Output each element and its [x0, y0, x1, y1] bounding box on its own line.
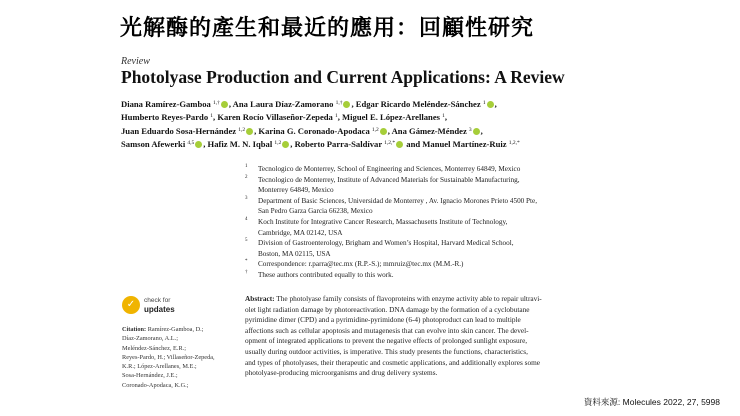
citation-line — [122, 371, 242, 380]
affiliation-text: Division of Gastroenterology, Brigham and Women’s Hospital, Harvard Medical School, — [258, 239, 514, 248]
affiliation-item — [245, 259, 645, 270]
affiliation-marker: 4,5 — [187, 140, 195, 147]
citation-text: Ramírez-Gamboa, D.; — [146, 326, 204, 333]
citation-text: Meléndez-Sánchez, E.R.; — [122, 344, 186, 352]
abstract-line — [245, 305, 641, 316]
citation-text: Díaz-Zamorano, A.L.; — [122, 335, 178, 343]
affiliation-marker: 1,2,* — [384, 140, 396, 147]
affiliation-item — [245, 238, 645, 259]
author-name: , Ana Gámez-Méndez — [387, 125, 469, 136]
abstract-line — [245, 358, 641, 369]
source-note: 資料來源: Molecules 2022, 27, 5998 — [583, 397, 720, 407]
citation-line — [122, 325, 242, 334]
author-name: and Manuel Martínez-Ruiz — [404, 139, 509, 150]
abstract-text: pyrimidine dimer (CPD) and a pyrimidine-pyrimidone (6-4) photoproduct can lead to multiple — [245, 315, 521, 325]
affiliation-number: † — [245, 269, 248, 275]
orcid-icon[interactable] — [195, 141, 202, 148]
author-name: , Karina G. Coronado-Apodaca — [254, 125, 372, 136]
abstract-text: opment of integrated applications to prevent the negative effects of prolonged sunlight exposure, — [245, 336, 528, 346]
citation-text: Coronado-Apodaca, K.G.; — [122, 381, 189, 389]
affiliation-marker: 1,2,* — [508, 140, 520, 147]
author-name: , Roberto Parra-Saldívar — [290, 139, 385, 150]
author-list — [121, 97, 641, 151]
author-name: Diana Ramírez-Gamboa — [121, 99, 213, 109]
abstract-label: Abstract: — [245, 294, 275, 303]
paper-title: Photolyase Production and Current Applications: A Review — [121, 67, 565, 87]
affiliation-text: Department of Basic Sciences, Universidad de Monterrey , Av. Ignacio Morones Prieto 4500 Pte, — [258, 196, 538, 205]
affiliation-marker: 1 — [335, 113, 338, 120]
affiliation-marker: 1 — [482, 100, 486, 106]
citation-block — [122, 325, 242, 390]
affiliation-number: 4 — [245, 216, 248, 222]
affiliation-text: Cambridge, MA 02142, USA — [258, 228, 343, 237]
author-name: , Miguel E. López-Arellanes — [337, 112, 443, 123]
orcid-icon[interactable] — [343, 101, 350, 108]
affiliation-marker: 1,2 — [274, 140, 282, 147]
author-name: , — [494, 99, 497, 109]
article-type-label: Review — [121, 56, 150, 67]
affiliation-text: Koch Institute for Integrative Cancer Research, Massachusetts Institute of Technology, — [258, 217, 508, 226]
citation-text: Reyes-Pardo, H.; Villaseñor-Zepeda, — [122, 353, 215, 361]
affiliation-marker: 1,2 — [238, 126, 246, 133]
check-updates-icon: ✓ — [122, 296, 140, 314]
author-name: , Karen Rocío Villaseñor-Zepeda — [213, 112, 335, 123]
citation-text: K.R.; López-Arellanes, M.E.; — [122, 363, 197, 371]
author-name: , Ana Laura Díaz-Zamorano — [228, 99, 336, 109]
affiliation-list — [245, 164, 645, 281]
author-line — [121, 97, 641, 110]
abstract-text: usually during outdoor activities, is imperative. This study presents the functions, characteristics, — [245, 346, 528, 356]
affiliation-text: Monterrey 64849, Mexico — [258, 186, 334, 195]
abstract-line — [245, 368, 641, 379]
orcid-icon[interactable] — [380, 128, 387, 135]
orcid-icon[interactable] — [396, 141, 403, 148]
affiliation-text: San Pedro Garza Garcia 66238, Mexico — [258, 207, 373, 216]
abstract-text: and types of photolyases, their therapeutic and cosmetic applications, and additionally explores some — [245, 357, 541, 367]
abstract-text: photolyase-producing microorganisms and drug delivery systems. — [245, 368, 438, 378]
affiliation-marker: 1 — [210, 113, 214, 120]
affiliation-item — [245, 270, 645, 281]
affiliation-text: Tecnologico de Monterrey, Institute of Advanced Materials for Sustainable Manufacturing, — [258, 175, 520, 184]
abstract-line — [245, 347, 641, 358]
abstract-line — [245, 294, 641, 305]
affiliation-marker: 1,† — [335, 100, 343, 106]
abstract-line — [245, 315, 641, 326]
affiliation-text: Boston, MA 02115, USA — [258, 249, 331, 258]
author-name: , Hafiz M. N. Iqbal — [203, 139, 275, 150]
abstract-text: The photolyase family consists of flavoproteins with enzyme activity able to repair ultravi- — [274, 294, 542, 303]
citation-line — [122, 344, 242, 353]
affiliation-text: Tecnologico de Monterrey, School of Engineering and Sciences, Monterrey 64849, Mexico — [258, 165, 521, 173]
author-line — [121, 137, 641, 150]
affiliation-number: 1 — [245, 164, 248, 169]
orcid-icon[interactable] — [246, 128, 253, 135]
citation-text: Sosa-Hernández, J.E.; — [122, 372, 178, 380]
check-for-updates-badge[interactable] — [122, 296, 202, 318]
affiliation-marker: 3 — [468, 126, 472, 133]
author-line — [121, 124, 641, 137]
citation-line — [122, 334, 242, 343]
citation-line — [122, 353, 242, 362]
affiliation-item — [245, 164, 645, 175]
orcid-icon[interactable] — [282, 141, 289, 148]
abstract-text: olet light radiation damage by photoreactivation. DNA damage by the formation of a cyclobutane — [245, 304, 530, 314]
affiliation-marker: 1,† — [212, 100, 220, 106]
author-name: , — [480, 125, 483, 136]
orcid-icon[interactable] — [221, 101, 228, 108]
affiliation-number: 3 — [245, 195, 248, 201]
affiliation-number: 5 — [245, 238, 248, 244]
citation-line — [122, 381, 242, 390]
author-name: Juan Eduardo Sosa-Hernández — [121, 125, 239, 136]
affiliation-marker: 1 — [442, 113, 445, 120]
author-name: , — [444, 112, 448, 123]
abstract-block — [245, 294, 641, 379]
author-line — [121, 110, 641, 123]
author-name: Samson Afewerki — [121, 139, 188, 150]
affiliation-number: 2 — [245, 174, 248, 180]
abstract-line — [245, 326, 641, 337]
affiliation-item — [245, 196, 645, 217]
slide-title: 光解酶的產生和最近的應用：回顧性研究 — [120, 16, 535, 41]
affiliation-number: * — [245, 259, 248, 265]
author-name: , Edgar Ricardo Meléndez-Sánchez — [351, 99, 483, 109]
affiliation-text: Correspondence: r.parra@tec.mx (R.P.-S.); mmruiz@tec.mx (M.M.-R.) — [258, 260, 464, 269]
updates-line1: check for — [144, 297, 171, 304]
abstract-text: affections such as cellular apoptosis and mutagenesis that can evolve into skin cancer. The devel- — [245, 325, 529, 335]
citation-line — [122, 362, 242, 371]
orcid-icon[interactable] — [473, 128, 480, 135]
author-name: Humberto Reyes-Pardo — [121, 112, 211, 123]
affiliation-marker: 1,2 — [371, 126, 379, 133]
affiliation-text: These authors contributed equally to this work. — [258, 270, 394, 279]
affiliation-item — [245, 217, 645, 238]
abstract-line — [245, 336, 641, 347]
updates-line2: updates — [144, 305, 175, 314]
orcid-icon[interactable] — [487, 101, 494, 108]
affiliation-item — [245, 175, 645, 196]
citation-label: Citation: — [122, 326, 147, 333]
